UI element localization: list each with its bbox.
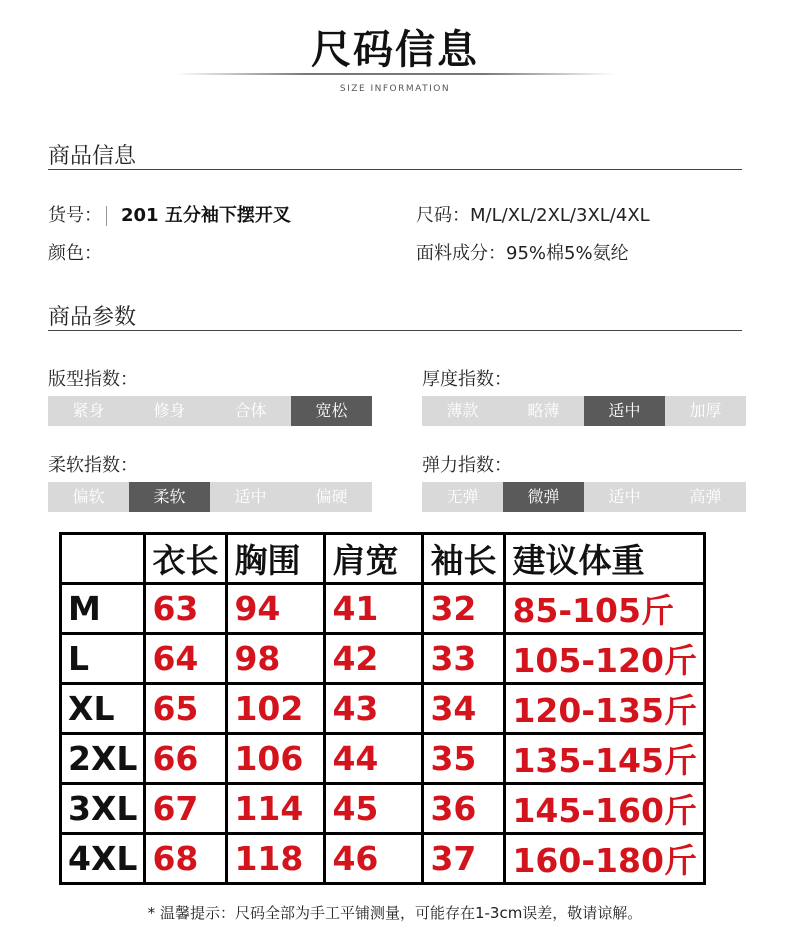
sleeve-cell: 35 xyxy=(423,734,505,784)
title-divider xyxy=(175,73,615,75)
item-number-value: 201 五分袖下摆开叉 xyxy=(121,205,291,226)
weight-cell: 105-120斤 xyxy=(505,634,704,684)
thickness-index-bar xyxy=(422,396,746,426)
sizes-row xyxy=(416,201,650,227)
fabric-value: 95%棉5%氨纶 xyxy=(506,243,629,264)
thickness-option: 略薄 xyxy=(503,396,584,426)
length-cell: 65 xyxy=(145,684,227,734)
sleeve-cell: 37 xyxy=(423,834,505,884)
fit-option: 合体 xyxy=(210,396,291,426)
size-chart-table xyxy=(59,532,706,885)
thickness-option: 薄款 xyxy=(422,396,503,426)
item-number-row xyxy=(48,201,291,227)
size-cell: 4XL xyxy=(61,834,145,884)
softness-index-bar xyxy=(48,482,372,512)
fabric-label: 面料成分： xyxy=(416,243,506,264)
shoulder-cell: 42 xyxy=(325,634,423,684)
chest-cell: 94 xyxy=(227,584,325,634)
page-subtitle: SIZE INFORMATION xyxy=(339,84,451,94)
fit-option: 紧身 xyxy=(48,396,129,426)
size-cell: 3XL xyxy=(61,784,145,834)
sleeve-cell: 33 xyxy=(423,634,505,684)
size-cell: L xyxy=(61,634,145,684)
weight-cell: 145-160斤 xyxy=(505,784,704,834)
table-header-row xyxy=(61,534,705,584)
length-cell: 67 xyxy=(145,784,227,834)
length-cell: 68 xyxy=(145,834,227,884)
product-info-divider xyxy=(48,169,742,170)
sleeve-cell: 36 xyxy=(423,784,505,834)
sleeve-cell: 32 xyxy=(423,584,505,634)
shoulder-cell: 43 xyxy=(325,684,423,734)
weight-cell: 135-145斤 xyxy=(505,734,704,784)
length-cell: 64 xyxy=(145,634,227,684)
table-header-cell: 衣长 xyxy=(145,534,227,584)
weight-cell: 160-180斤 xyxy=(505,834,704,884)
fabric-row xyxy=(416,239,629,265)
shoulder-cell: 44 xyxy=(325,734,423,784)
color-row xyxy=(48,239,102,265)
table-header-cell: 肩宽 xyxy=(325,534,423,584)
fit-option: 宽松 xyxy=(291,396,372,426)
item-number-label: 货号： xyxy=(48,205,102,226)
color-label: 颜色： xyxy=(48,243,102,264)
table-row xyxy=(61,834,705,884)
shoulder-cell: 46 xyxy=(325,834,423,884)
elasticity-option: 高弹 xyxy=(665,482,746,512)
table-header-cell: 袖长 xyxy=(423,534,505,584)
elasticity-option: 微弹 xyxy=(503,482,584,512)
softness-index-label: 柔软指数： xyxy=(48,455,138,476)
chest-cell: 106 xyxy=(227,734,325,784)
product-params-heading: 商品参数 xyxy=(48,305,137,330)
shoulder-cell: 41 xyxy=(325,584,423,634)
table-header-cell: 胸围 xyxy=(227,534,325,584)
shoulder-cell: 45 xyxy=(325,784,423,834)
table-header-cell: 建议体重 xyxy=(505,534,704,584)
size-cell: 2XL xyxy=(61,734,145,784)
table-row xyxy=(61,784,705,834)
thickness-index-label: 厚度指数： xyxy=(422,369,512,390)
length-cell: 66 xyxy=(145,734,227,784)
elasticity-index-label: 弹力指数： xyxy=(422,455,512,476)
softness-option: 柔软 xyxy=(129,482,210,512)
sleeve-cell: 34 xyxy=(423,684,505,734)
softness-option: 适中 xyxy=(210,482,291,512)
chest-cell: 98 xyxy=(227,634,325,684)
sizes-label: 尺码： xyxy=(416,205,470,226)
fit-index-label: 版型指数： xyxy=(48,369,138,390)
page-title: 尺码信息 xyxy=(311,27,479,73)
weight-cell: 85-105斤 xyxy=(505,584,704,634)
size-cell: XL xyxy=(61,684,145,734)
item-number-separator xyxy=(106,206,107,226)
table-row xyxy=(61,584,705,634)
elasticity-index-bar xyxy=(422,482,746,512)
size-cell: M xyxy=(61,584,145,634)
length-cell: 63 xyxy=(145,584,227,634)
fit-index-bar xyxy=(48,396,372,426)
softness-option: 偏软 xyxy=(48,482,129,512)
product-info-heading: 商品信息 xyxy=(48,144,137,169)
table-row xyxy=(61,634,705,684)
chest-cell: 114 xyxy=(227,784,325,834)
product-params-divider xyxy=(48,330,742,331)
thickness-option: 加厚 xyxy=(665,396,746,426)
chest-cell: 102 xyxy=(227,684,325,734)
weight-cell: 120-135斤 xyxy=(505,684,704,734)
sizes-value: M/L/XL/2XL/3XL/4XL xyxy=(470,205,650,226)
measurement-note: * 温馨提示：尺码全部为手工平铺测量，可能存在1-3cm误差，敬请谅解。 xyxy=(147,904,643,922)
thickness-option: 适中 xyxy=(584,396,665,426)
elasticity-option: 适中 xyxy=(584,482,665,512)
table-row xyxy=(61,684,705,734)
table-row xyxy=(61,734,705,784)
elasticity-option: 无弹 xyxy=(422,482,503,512)
fit-option: 修身 xyxy=(129,396,210,426)
softness-option: 偏硬 xyxy=(291,482,372,512)
chest-cell: 118 xyxy=(227,834,325,884)
table-header-cell xyxy=(61,534,145,584)
